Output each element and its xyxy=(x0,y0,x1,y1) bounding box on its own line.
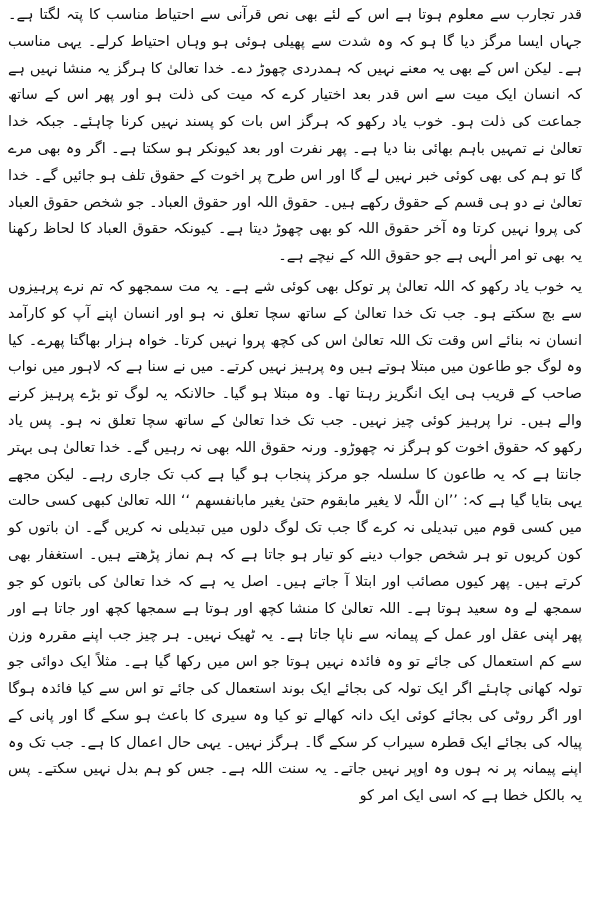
paragraph-1: قدر تجارب سے معلوم ہوتا ہے اس کے لئے بھی نص قرآنی سے احتیاط مناسب کا پتہ لگتا ہے۔ جہاں ایسا مرگز دیا گا ہو کہ وہ شدت سے پھیلی ہوئی ہو وہاں احتیاط کرلے۔ یہی مناسب ہے۔ لیکن اس کے بھی یہ معنے نہیں کہ ہمدردی چھوڑ دے۔ خدا تعالیٰ کا ہرگز یہ منشا نہیں ہے کہ انسان ایک میت سے اس قدر بعد اختیار کرے کہ میت کی ذلت ہو اور پھر اس کے ساتھ جماعت کی ذلت ہو۔ خوب یاد رکھو کہ ہرگز اس بات کو پسند نہیں کرنا چاہئے۔ جبکہ خدا تعالیٰ نے تمہیں باہم بھائی بنا دیا ہے۔ پھر نفرت اور بعد کیونکر ہو سکتا ہے۔ اگر وہ بھی مرے گا تو ہم کی بھی کوئی خبر نہیں لے گا اور اس طرح پر اخوت کے حقوق تلف ہو جائیں گے۔ خدا تعالیٰ نے دو ہی قسم کے حقوق رکھے ہیں۔ حقوق اللہ اور حقوق العباد۔ جو شخص حقوق العباد کی پروا نہیں کرتا وہ آخر حقوق اللہ کو بھی چھوڑ دیتا ہے۔ کیونکہ حقوق العباد کا لحاظ رکھنا یہ بھی تو امر الٰہی ہے جو حقوق اللہ کے نیچے ہے۔ xyxy=(8,7,582,265)
paragraph-2: یہ خوب یاد رکھو کہ اللہ تعالیٰ پر توکل بھی کوئی شے ہے۔ یہ مت سمجھو کہ تم نرے پرہیزوں سے بچ سکتے ہو۔ جب تک خدا تعالیٰ کے ساتھ سچا تعلق نہ ہو اور انسان اپنے آپ کو کارآمد انسان نہ بنائے اس وقت تک اللہ تعالیٰ اس کی کچھ پروا نہیں کرتا۔ خواہ ہزار بھاگتا پھرے۔ کیا وہ لوگ جو طاعون میں مبتلا ہوتے ہیں وہ پرہیز نہیں کرتے۔ میں نے سنا ہے کہ لاہور میں نواب صاحب کے قریب ہی ایک انگریز رہتا تھا۔ وہ مبتلا ہو گیا۔ حالانکہ یہ لوگ تو بڑے پرہیز کرنے والے ہیں۔ نرا پرہیز کوئی چیز نہیں۔ جب تک خدا تعالیٰ کے ساتھ سچا تعلق نہ ہو۔ پس یاد رکھو کہ حقوق اخوت کو ہرگز نہ چھوڑو۔ ورنہ حقوق اللہ بھی نہ رہیں گے۔ خدا تعالیٰ ہی بہتر جانتا ہے کہ یہ طاعون کا سلسلہ جو مرکز پنجاب ہو گیا ہے کب تک جاری رہے۔ لیکن مجھے یہی بتایا گیا ہے کہ: ’’ان اللّٰہ لا یغیر مابقوم حتیٰ یغیر مابانفسھم ‘‘ اللہ تعالیٰ کبھی کسی حالت میں کسی قوم میں تبدیلی نہ کرے گا جب تک لوگ دلوں میں تبدیلی نہ کریں گے۔ ان باتوں کو کون کریوں تو ہر شخص جواب دینے کو تیار ہو جاتا ہے کہ ہم نماز پڑھتے ہیں۔ استغفار بھی کرتے ہیں۔ پھر کیوں مصائب اور ابتلا آ جاتے ہیں۔ اصل یہ ہے کہ خدا تعالیٰ کی باتوں کو جو سمجھ لے وہ سعید ہوتا ہے۔ اللہ تعالیٰ کا منشا کچھ اور ہوتا ہے سمجھا کچھ اور جاتا ہے اور پھر اپنی عقل اور عمل کے پیمانہ سے ناپا جاتا ہے۔ یہ ٹھیک نہیں۔ ہر چیز جب اپنے مقررہ وزن سے کم استعمال کی جائے تو وہ فائدہ نہیں ہوتا جو اس میں رکھا گیا ہے۔ مثلاً ایک دوائی جو تولہ کھانی چاہئے اگر ایک تولہ کی بجائے ایک بوند استعمال کی جائے تو اس سے کیا فائدہ ہوگا اور اگر روٹی کی بجائے کوئی ایک دانہ کھالے تو کیا وہ سیری کا باعث ہو سکے گا اور پانی کے پیالہ کی بجائے ایک قطرہ سیراب کر سکے گا۔ ہرگز نہیں۔ یہی حال اعمال کا ہے۔ جب تک وہ اپنے پیمانہ پر نہ ہوں وہ اوپر نہیں جاتے۔ یہ سنت اللہ ہے۔ جس کو ہم بدل نہیں سکتے۔ پس یہ بالکل خطا ہے کہ اسی ایک امر کو xyxy=(8,278,582,805)
